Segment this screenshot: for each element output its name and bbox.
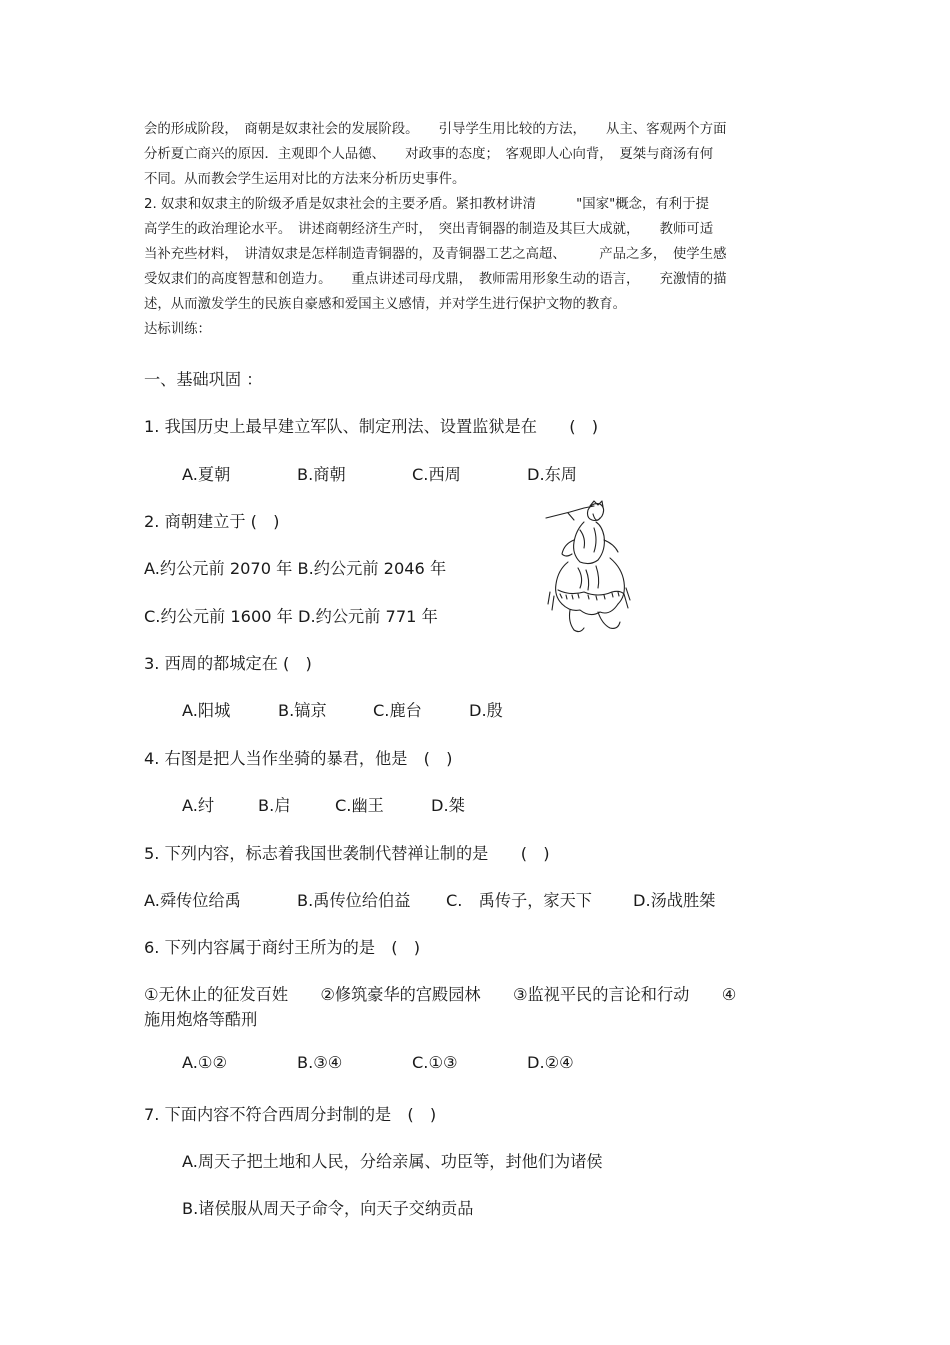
question-3-option-a: A.阳城 [182,701,231,720]
question-2-stem: 2. 商朝建立于 ( ) [144,512,280,531]
intro-line: 述，从而激发学生的民族自豪感和爱国主义感情，并对学生进行保护文物的教育。 [144,297,627,312]
question-6-stem: 6. 下列内容属于商纣王所为的是 ( ) [144,938,421,957]
question-6-option-b: B.③④ [297,1053,343,1072]
intro-line: 分析夏亡商兴的原因．主观即个人品德、 对政事的态度； 客观即人心向背， 夏桀与商汤有何 [144,147,714,162]
question-5-option-c: C. 禹传子，家天下 [446,891,592,910]
question-1-option-c: C.西周 [412,465,461,484]
question-1-stem: 1. 我国历史上最早建立军队、制定刑法、设置监狱是在 ( ) [144,417,599,436]
question-6-option-d: D.②④ [527,1053,574,1072]
question-7-stem: 7. 下面内容不符合西周分封制的是 ( ) [144,1105,437,1124]
question-4-stem: 4. 右图是把人当作坐骑的暴君，他是 ( ) [144,749,453,768]
question-2-options-line-2: C.约公元前 1600 年 D.约公元前 771 年 [144,607,438,626]
intro-line: 受奴隶们的高度智慧和创造力。 重点讲述司母戊鼎， 教师需用形象生动的语言， 充激情的描 [144,272,727,287]
question-4-option-a: A.纣 [182,796,215,815]
question-5-option-a: A.舜传位给禹 [144,891,241,910]
question-4-option-d: D.桀 [431,796,465,815]
intro-line: 高学生的政治理论水平。 讲述商朝经济生产时， 突出青铜器的制造及其巨大成就， 教师可适 [144,222,714,237]
question-6-items-line-2: 施用炮烙等酷刑 [144,1010,258,1029]
question-7-option-a: A.周天子把土地和人民，分给亲属、功臣等，封他们为诸侯 [182,1152,603,1171]
question-3-option-b: B.镐京 [278,701,327,720]
intro-line: 2. 奴隶和奴隶主的阶级矛盾是奴隶社会的主要矛盾。紧扣教材讲清 "国家"概念，有利于提 [144,197,709,212]
question-5-option-b: B.禹传位给伯益 [297,891,411,910]
question-1-option-d: D.东周 [527,465,577,484]
question-4-option-c: C.幽王 [335,796,384,815]
question-4-option-b: B.启 [258,796,291,815]
question-1-option-b: B.商朝 [297,465,346,484]
question-1-option-a: A.夏朝 [182,465,231,484]
tyrant-riding-person-illustration [540,500,636,635]
intro-line: 会的形成阶段， 商朝是奴隶社会的发展阶段。 引导学生用比较的方法， 从主、客观两个方面 [144,122,727,137]
question-7-option-b: B.诸侯服从周天子命令，向天子交纳贡品 [182,1199,474,1218]
intro-line: 不同。从而教会学生运用对比的方法来分析历史事件。 [144,172,466,187]
question-3-stem: 3. 西周的都城定在 ( ) [144,654,312,673]
question-6-option-a: A.①② [182,1053,227,1072]
question-3-option-c: C.鹿台 [373,701,422,720]
section-title: 一、基础巩固 ： [144,370,263,389]
intro-paragraph [144,117,804,342]
question-5-stem: 5. 下列内容，标志着我国世袭制代替禅让制的是 ( ) [144,844,550,863]
question-3-option-d: D.殷 [469,701,503,720]
question-5-option-d: D.汤战胜桀 [633,891,716,910]
question-6-option-c: C.①③ [412,1053,458,1072]
question-2-options-line-1: A.约公元前 2070 年 B.约公元前 2046 年 [144,559,447,578]
intro-line: 当补充些材料， 讲清奴隶是怎样制造青铜器的，及青铜器工艺之高超、 产品之多， 使学生感 [144,247,727,262]
intro-line: 达标训练： [144,322,211,337]
question-6-items-line-1: ①无休止的征发百姓 ②修筑豪华的宫殿园林 ③监视平民的言论和行动 ④ [144,985,737,1004]
